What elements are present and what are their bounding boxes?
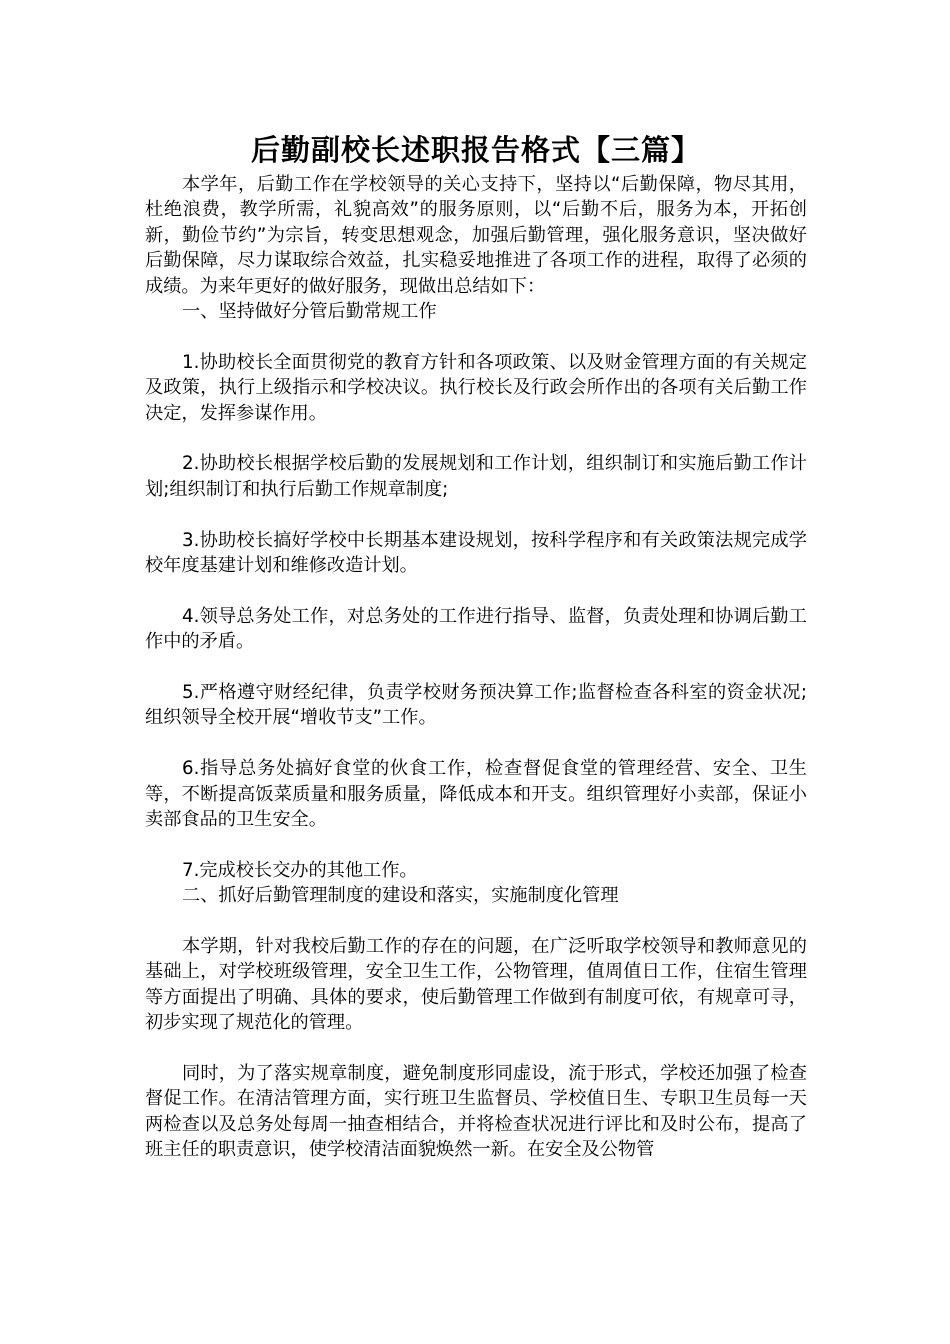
body-paragraph: 同时，为了落实规章制度，避免制度形同虚设，流于形式，学校还加强了检查督促工作。在清洁管理方面，实行班卫生监督员、学校值日生、专职卫生员每一天两检查以及总务处每周一抽查相结合，并将检查状况进行评比和及时公布，提高了班主任的职责意识，使学校清洁面貌焕然一新。在安全及公物管 xyxy=(145,1063,807,1161)
section-heading-1: 一、坚持做好分管后勤常规工作 xyxy=(182,301,437,323)
list-item: 5.严格遵守财经纪律，负责学校财务预决算工作;监督检查各科室的资金状况;组织领导全校开展“增收节支”工作。 xyxy=(145,682,807,729)
list-item: 1.协助校长全面贯彻党的教育方针和各项政策、以及财金管理方面的有关规定及政策，执行上级指示和学校决议。执行校长及行政会所作出的各项有关后勤工作决定，发挥参谋作用。 xyxy=(145,351,807,424)
list-item: 4.领导总务处工作，对总务处的工作进行指导、监督，负责处理和协调后勤工作中的矛盾。 xyxy=(145,605,807,653)
list-item: 6.指导总务处搞好食堂的伙食工作，检查督促食堂的管理经营、安全、卫生等，不断提高饭菜质量和服务质量，降低成本和开支。组织管理好小卖部，保证小卖部食品的卫生安全。 xyxy=(145,758,807,831)
body-paragraph: 本学期，针对我校后勤工作的存在的问题，在广泛听取学校领导和教师意见的基础上，对学校班级管理，安全卫生工作，公物管理，值周值日工作，住宿生管理等方面提出了明确、具体的要求，使后勤管理工作做到有制度可依，有规章可寻，初步实现了规范化的管理。 xyxy=(145,936,807,1034)
section-heading-2: 二、抓好后勤管理制度的建设和落实，实施制度化管理 xyxy=(182,885,619,907)
intro-paragraph: 本学年，后勤工作在学校领导的关心支持下，坚持以“后勤保障，物尽其用，杜绝浪费，教学所需，礼貌高效”的服务原则，以“后勤不后，服务为本，开拓创新，勤俭节约”为宗旨，转变思想观念，加强后勤管理，强化服务意识，坚决做好后勤保障，尽力谋取综合效益，扎实稳妥地推进了各项工作的进程，取得了必须的成绩。为来年更好的做好服务，现做出总结如下： xyxy=(145,174,807,297)
list-item: 7.完成校长交办的其他工作。 xyxy=(182,859,418,881)
document-page xyxy=(145,128,807,1163)
document-title: 后勤副校长述职报告格式【三篇】 xyxy=(250,133,701,167)
list-item: 3.协助校长搞好学校中长期基本建设规划，按科学程序和有关政策法规完成学校年度基建计划和维修改造计划。 xyxy=(145,529,807,577)
list-item: 2.协助校长根据学校后勤的发展规划和工作计划，组织制订和实施后勤工作计划;组织制订和执行后勤工作规章制度; xyxy=(145,453,807,500)
